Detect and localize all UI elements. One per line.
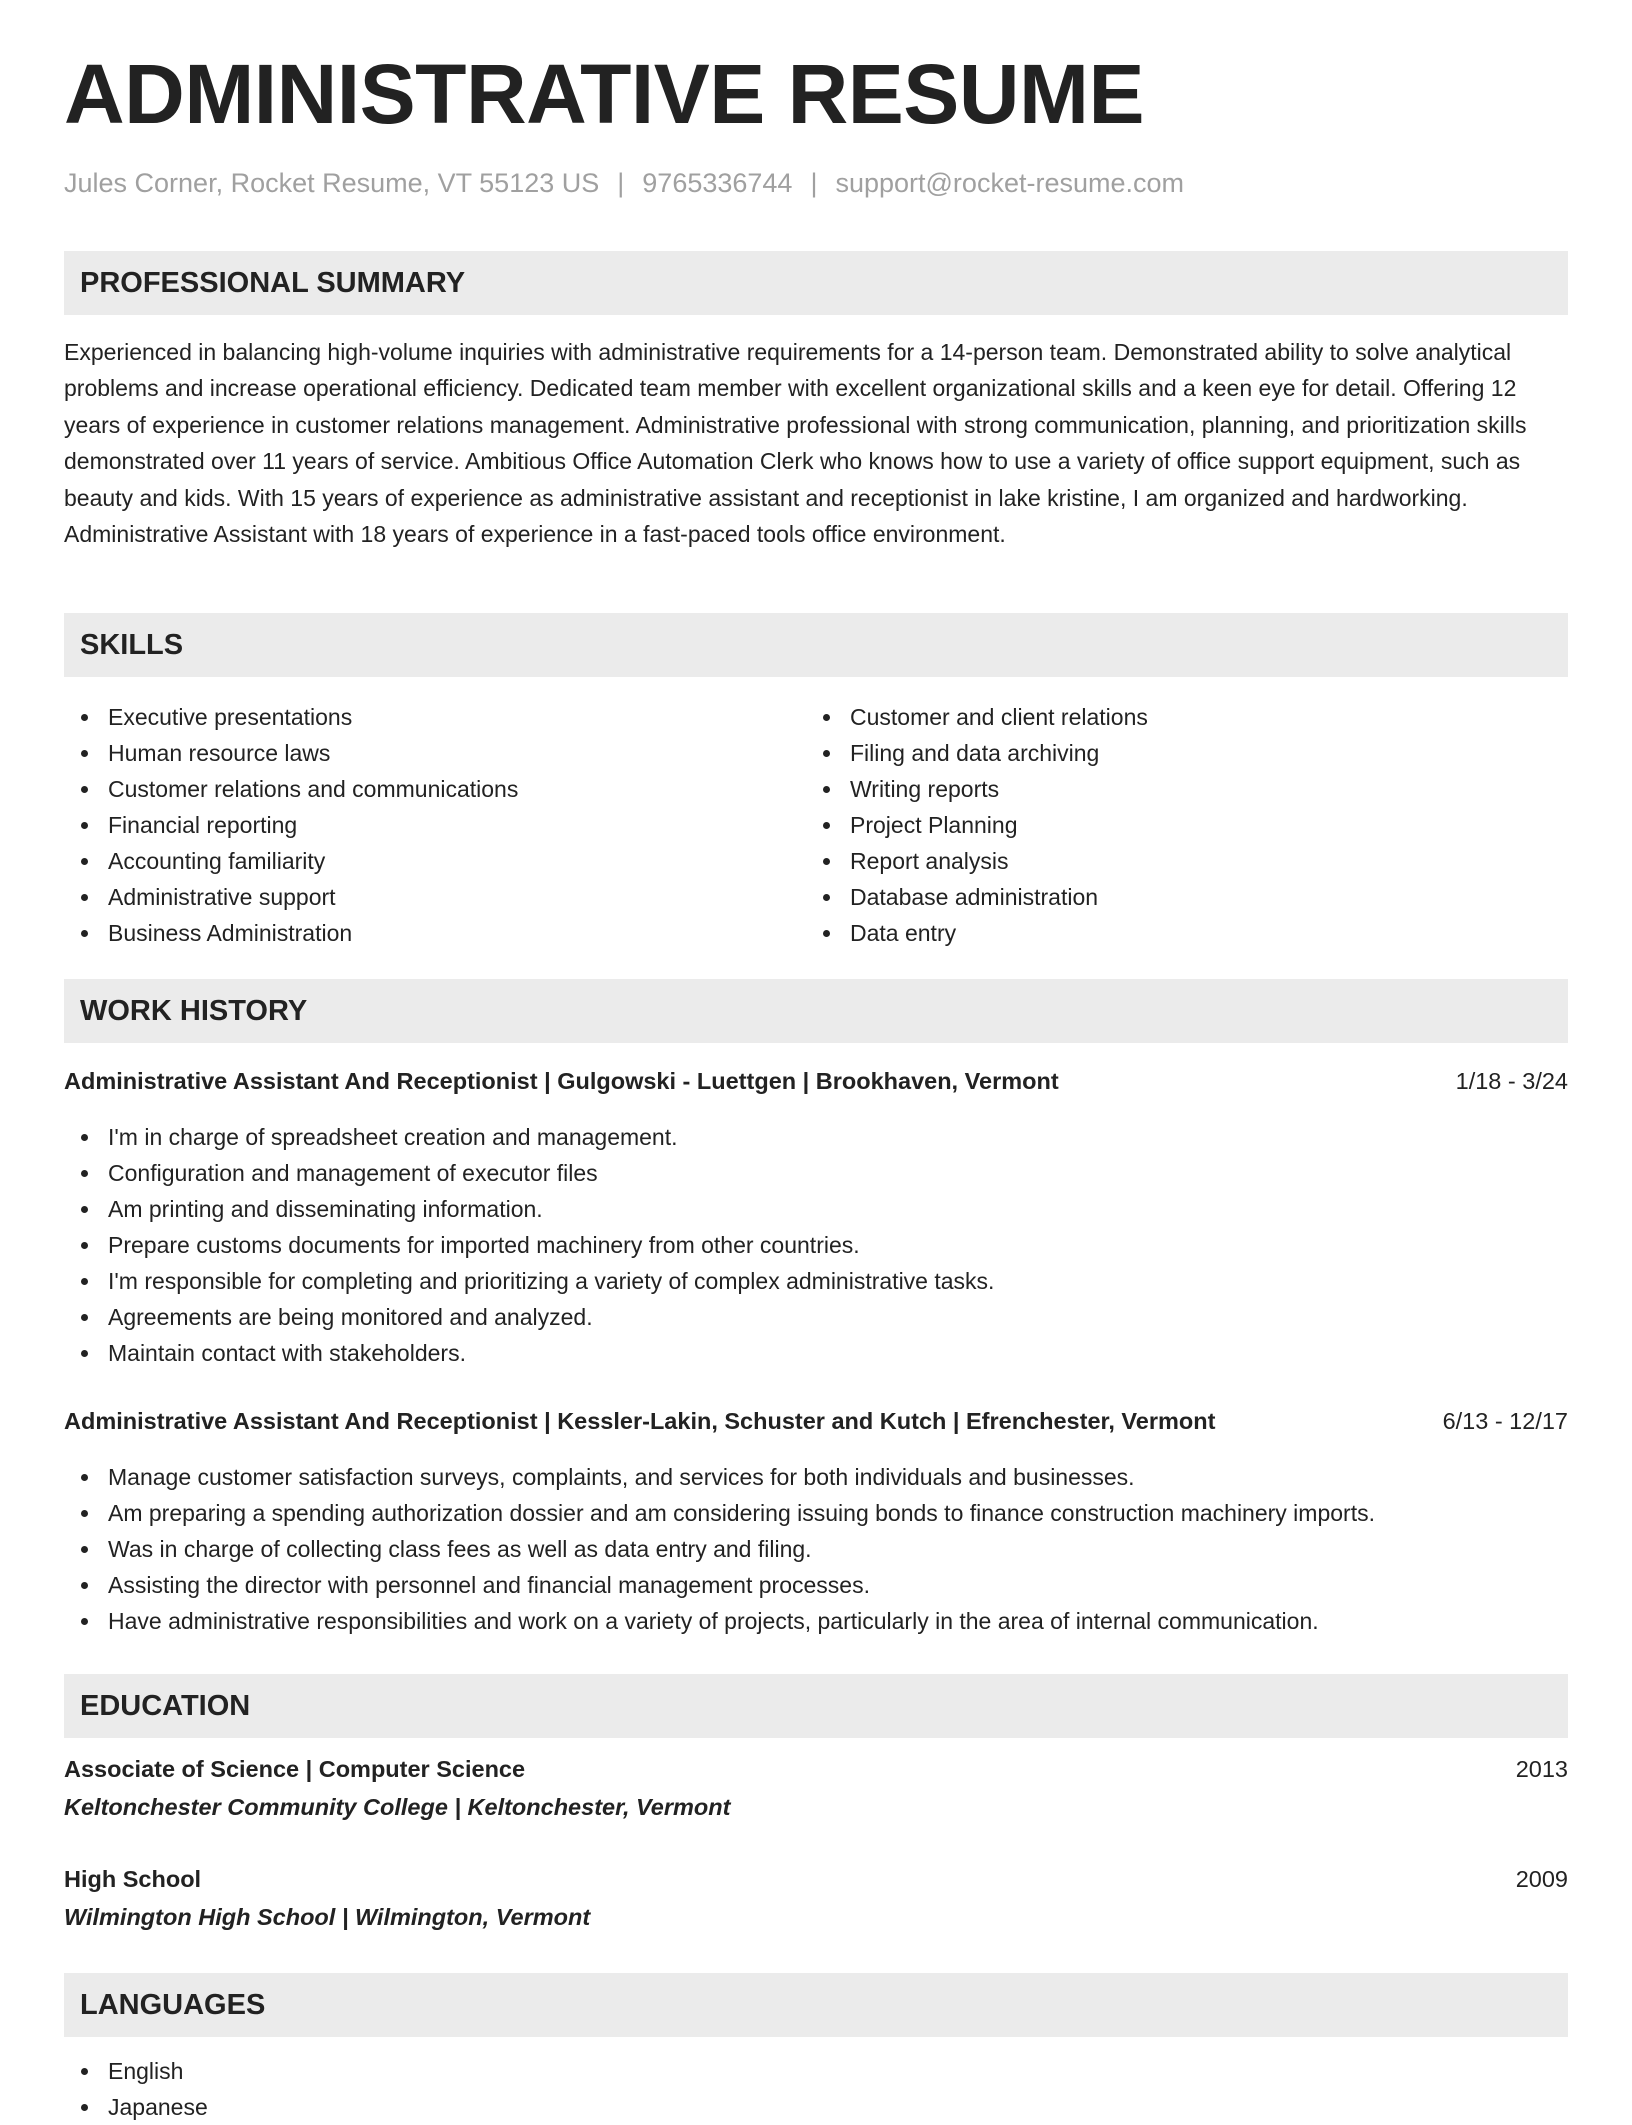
contact-address: Jules Corner, Rocket Resume, VT 55123 US bbox=[64, 168, 600, 198]
language-item: Japanese bbox=[64, 2089, 208, 2125]
education-header bbox=[64, 1866, 1568, 1893]
skills-column-left bbox=[64, 699, 518, 951]
job-duty: Was in charge of collecting class fees as well as data entry and filing. bbox=[64, 1531, 1375, 1567]
job-duty: I'm responsible for completing and prioritizing a variety of complex administrative tasks. bbox=[64, 1263, 994, 1299]
education-degree: High School bbox=[64, 1866, 202, 1892]
job-duty: Assisting the director with personnel and financial management processes. bbox=[64, 1567, 1375, 1603]
contact-phone: 9765336744 bbox=[642, 168, 793, 198]
skill-item: Business Administration bbox=[64, 915, 518, 951]
section-heading-work-history: WORK HISTORY bbox=[64, 979, 1568, 1043]
job-title: Administrative Assistant And Receptionist | Gulgowski - Luettgen | Brookhaven, Vermont bbox=[64, 1068, 1059, 1094]
job-title: Administrative Assistant And Receptionist | Kessler-Lakin, Schuster and Kutch | Efrenchester, Vermont bbox=[64, 1408, 1216, 1434]
job-duty: I'm in charge of spreadsheet creation and management. bbox=[64, 1119, 994, 1155]
job-duty: Manage customer satisfaction surveys, complaints, and services for both individuals and businesses. bbox=[64, 1459, 1375, 1495]
skill-item: Project Planning bbox=[806, 807, 1148, 843]
job-duty: Am printing and disseminating information. bbox=[64, 1191, 994, 1227]
skill-item: Customer and client relations bbox=[806, 699, 1148, 735]
job-duty: Prepare customs documents for imported machinery from other countries. bbox=[64, 1227, 994, 1263]
skills-column-right bbox=[806, 699, 1148, 951]
section-heading-education: EDUCATION bbox=[64, 1674, 1568, 1738]
skill-item: Executive presentations bbox=[64, 699, 518, 735]
skill-item: Financial reporting bbox=[64, 807, 518, 843]
job-duty: Configuration and management of executor files bbox=[64, 1155, 994, 1191]
job-duty: Have administrative responsibilities and work on a variety of projects, particularly in the area of internal communication. bbox=[64, 1603, 1375, 1639]
education-degree: Associate of Science | Computer Science bbox=[64, 1756, 526, 1782]
skill-item: Administrative support bbox=[64, 879, 518, 915]
job-dates: 6/13 - 12/17 bbox=[1442, 1408, 1568, 1434]
job-duties-list bbox=[64, 1459, 1375, 1639]
skill-item: Report analysis bbox=[806, 843, 1148, 879]
job-dates: 1/18 - 3/24 bbox=[1455, 1068, 1568, 1094]
languages-list bbox=[64, 2053, 208, 2125]
job-duty: Agreements are being monitored and analyzed. bbox=[64, 1299, 994, 1335]
summary-text: Experienced in balancing high-volume inquiries with administrative requirements for a 14-person team. Demonstrated ability to solve analytical problems and increase operational efficiency. Dedicated team member with excellent organizational skills and a keen eye for detail. Offering 12 years of experience in customer relations management. Administrative professional with strong communication, planning, and prioritization skills demonstrated over 11 years of service. Ambitious Office Automation Clerk who knows how to use a variety of office support equipment, such as beauty and kids. With 15 years of experience as administrative assistant and receptionist in lake kristine, I am organized and hardworking. Administrative Assistant with 18 years of experience in a fast-paced tools office environment. bbox=[64, 339, 1527, 548]
education-school: Wilmington High School | Wilmington, Vermont bbox=[64, 1904, 591, 1930]
skill-item: Filing and data archiving bbox=[806, 735, 1148, 771]
job-header bbox=[64, 1068, 1568, 1095]
contact-email: support@rocket-resume.com bbox=[835, 168, 1184, 198]
job-duty: Am preparing a spending authorization dossier and am considering issuing bonds to finance construction machinery imports. bbox=[64, 1495, 1375, 1531]
resume-title: ADMINISTRATIVE RESUME bbox=[64, 47, 1144, 141]
skill-item: Human resource laws bbox=[64, 735, 518, 771]
skill-item: Database administration bbox=[806, 879, 1148, 915]
section-heading-summary: PROFESSIONAL SUMMARY bbox=[64, 251, 1568, 315]
job-duty: Maintain contact with stakeholders. bbox=[64, 1335, 994, 1371]
job-duties-list bbox=[64, 1119, 994, 1371]
skill-item: Accounting familiarity bbox=[64, 843, 518, 879]
section-heading-languages: LANGUAGES bbox=[64, 1973, 1568, 2037]
skill-item: Data entry bbox=[806, 915, 1148, 951]
job-header bbox=[64, 1408, 1568, 1435]
section-heading-skills: SKILLS bbox=[64, 613, 1568, 677]
education-school: Keltonchester Community College | Keltonchester, Vermont bbox=[64, 1794, 731, 1820]
contact-separator: | bbox=[617, 168, 625, 198]
contact-separator: | bbox=[810, 168, 818, 198]
skill-item: Customer relations and communications bbox=[64, 771, 518, 807]
language-item: English bbox=[64, 2053, 208, 2089]
education-year: 2013 bbox=[1515, 1756, 1568, 1782]
contact-line bbox=[64, 168, 1184, 199]
education-year: 2009 bbox=[1515, 1866, 1568, 1892]
skill-item: Writing reports bbox=[806, 771, 1148, 807]
education-header bbox=[64, 1756, 1568, 1783]
